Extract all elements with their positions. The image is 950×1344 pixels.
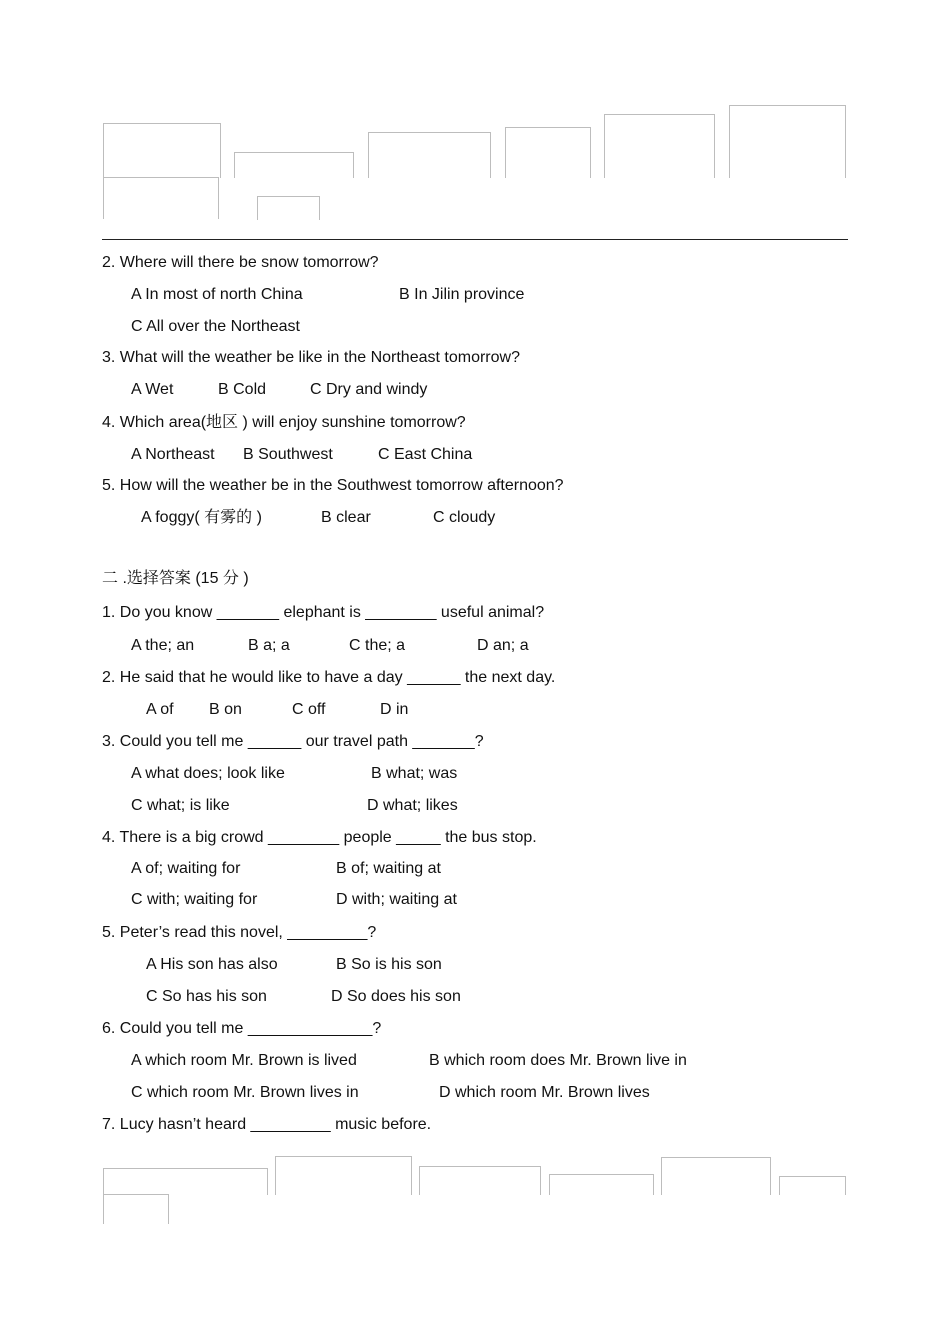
option: C Dry and windy [310,381,428,398]
option: A of; waiting for [131,860,241,877]
footer-box [661,1157,771,1195]
header-box [729,105,846,178]
footer-box [103,1194,169,1224]
option: A the; an [131,637,195,654]
option: A Northeast [131,446,215,463]
option: B Cold [218,381,267,398]
header-box [604,114,715,178]
question-text: 4. Which area(地区 ) will enjoy sunshine tomorrow? [102,414,466,431]
option: C All over the Northeast [131,318,300,335]
option: B So is his son [336,956,442,973]
option: A foggy( 有雾的 ) [141,509,262,526]
option: A Wet [131,381,174,398]
question-text: 5. How will the weather be in the Southwest tomorrow afternoon? [102,477,564,494]
option: D with; waiting at [336,891,457,908]
header-divider [102,239,848,240]
option: B a; a [248,637,290,654]
header-box [103,177,219,219]
option: C what; is like [131,797,230,814]
footer-box [779,1176,846,1195]
question-text: 3. Could you tell me ______ our travel path _______? [102,733,484,750]
footer-box [549,1174,654,1195]
question-text: 2. He said that he would like to have a day ______ the next day. [102,669,556,686]
header-box [368,132,491,178]
option: B what; was [371,765,458,782]
option: C East China [378,446,473,463]
question-text: 4. There is a big crowd ________ people _____ the bus stop. [102,829,537,846]
option: C the; a [349,637,406,654]
header-box [103,123,221,178]
option: C So has his son [146,988,267,1005]
option: A His son has also [146,956,278,973]
footer-box [103,1168,268,1195]
question-text: 7. Lucy hasn’t heard _________ music before. [102,1116,432,1133]
option: D in [380,701,409,718]
option: C off [292,701,326,718]
option: B which room does Mr. Brown live in [429,1052,687,1069]
option: B of; waiting at [336,860,441,877]
option: A which room Mr. Brown is lived [131,1052,357,1069]
header-box [257,196,320,220]
section-heading: 二 .选择答案 (15 分 ) [102,570,249,587]
question-text: 1. Do you know _______ elephant is ________ useful animal? [102,604,545,621]
question-text: 5. Peter’s read this novel, _________? [102,924,377,941]
option: C cloudy [433,509,496,526]
question-text: 6. Could you tell me ______________? [102,1020,382,1037]
option: A what does; look like [131,765,285,782]
option: C with; waiting for [131,891,258,908]
option: B In Jilin province [399,286,525,303]
option: D what; likes [367,797,458,814]
question-text: 3. What will the weather be like in the Northeast tomorrow? [102,349,520,366]
option: A of [146,701,174,718]
option: D which room Mr. Brown lives [439,1084,650,1101]
footer-box [275,1156,412,1195]
option: C which room Mr. Brown lives in [131,1084,359,1101]
option: D an; a [477,637,529,654]
option: A In most of north China [131,286,303,303]
header-box [505,127,591,178]
option: B Southwest [243,446,333,463]
option: B on [209,701,242,718]
option: B clear [321,509,371,526]
header-box [234,152,354,178]
footer-box [419,1166,541,1195]
question-text: 2. Where will there be snow tomorrow? [102,254,379,271]
option: D So does his son [331,988,461,1005]
